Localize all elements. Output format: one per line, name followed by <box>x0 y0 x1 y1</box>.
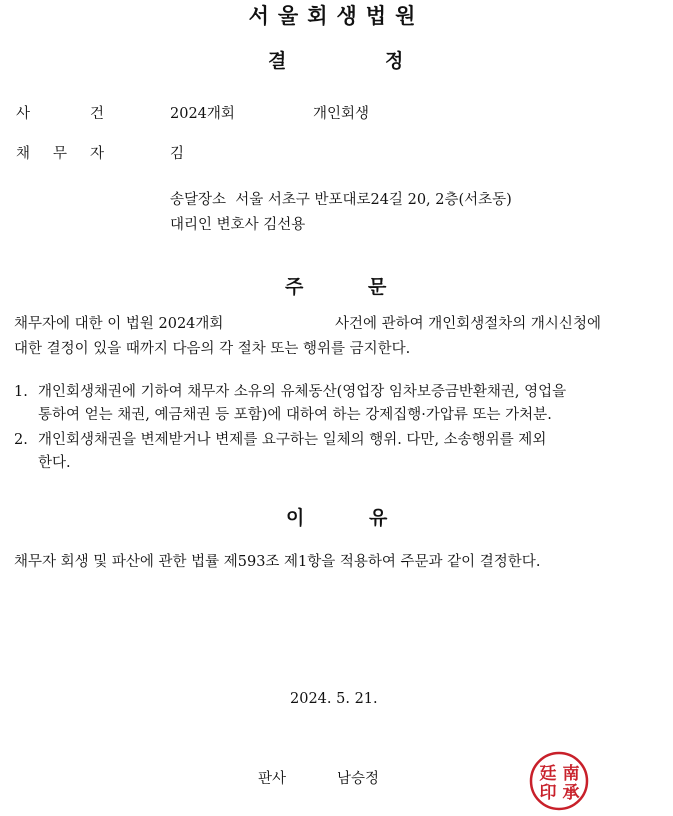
decision-date: 2024. 5. 21. <box>290 691 378 707</box>
order-item <box>14 381 660 427</box>
judge-name: 남승정 <box>337 771 380 787</box>
debtor-label-1: 채 <box>16 146 31 162</box>
debtor-label-2: 무 <box>53 146 68 162</box>
court-name: 서울회생법원 <box>248 4 425 28</box>
case-label-2: 건 <box>90 106 105 122</box>
order-item-number: 2. <box>14 432 28 448</box>
order-heading-char-1: 주 <box>285 276 304 298</box>
judge-title: 판사 <box>258 771 287 787</box>
debtor-name: 김 <box>170 146 185 162</box>
case-name: 개인회생 <box>313 106 370 122</box>
agent-line: 대리인 변호사 김선용 <box>170 217 306 233</box>
doc-title-char-1: 결 <box>268 50 287 72</box>
order-item-number: 1. <box>14 384 28 400</box>
seal-char: 承 <box>562 783 580 803</box>
order-intro-line2: 대한 결정이 있을 때까지 다음의 각 절차 또는 행위를 금지한다. <box>14 341 411 357</box>
seal-icon <box>528 750 590 812</box>
case-label-1: 사 <box>16 106 31 122</box>
order-item-text-2: 한다. <box>38 455 71 471</box>
seal-char: 南 <box>562 764 580 784</box>
debtor-label-3: 자 <box>90 146 105 162</box>
order-item <box>14 429 660 475</box>
reason-heading-char-1: 이 <box>286 507 305 529</box>
order-intro-line1: 채무자에 대한 이 법원 2024개회 <box>14 316 224 332</box>
order-heading-char-2: 문 <box>368 276 387 298</box>
order-item-text-1: 개인회생채권을 변제받거나 변제를 요구하는 일체의 행위. 다만, 소송행위를 제외 <box>38 432 547 448</box>
doc-title-char-2: 정 <box>385 50 404 72</box>
reason-text: 채무자 회생 및 파산에 관한 법률 제593조 제1항을 적용하여 주문과 같이 결정한다. <box>14 554 541 570</box>
reason-heading-char-2: 유 <box>369 507 388 529</box>
case-number: 2024개회 <box>170 106 235 122</box>
seal-char: 印 <box>539 783 557 803</box>
seal-char: 廷 <box>539 764 557 784</box>
judge-seal <box>528 750 590 812</box>
order-item-text-1: 개인회생채권에 기하여 채무자 소유의 유체동산(영업장 임차보증금반환채권, 영업을 <box>38 384 567 400</box>
service-address: 송달장소 서울 서초구 반포대로24길 20, 2층(서초동) <box>170 192 512 208</box>
order-item-text-2: 통하여 얻는 채권, 예금채권 등 포함)에 대하여 하는 강제집행·가압류 또는 가처분. <box>38 407 552 423</box>
order-intro-line1b: 사건에 관하여 개인회생절차의 개시신청에 <box>335 316 601 332</box>
